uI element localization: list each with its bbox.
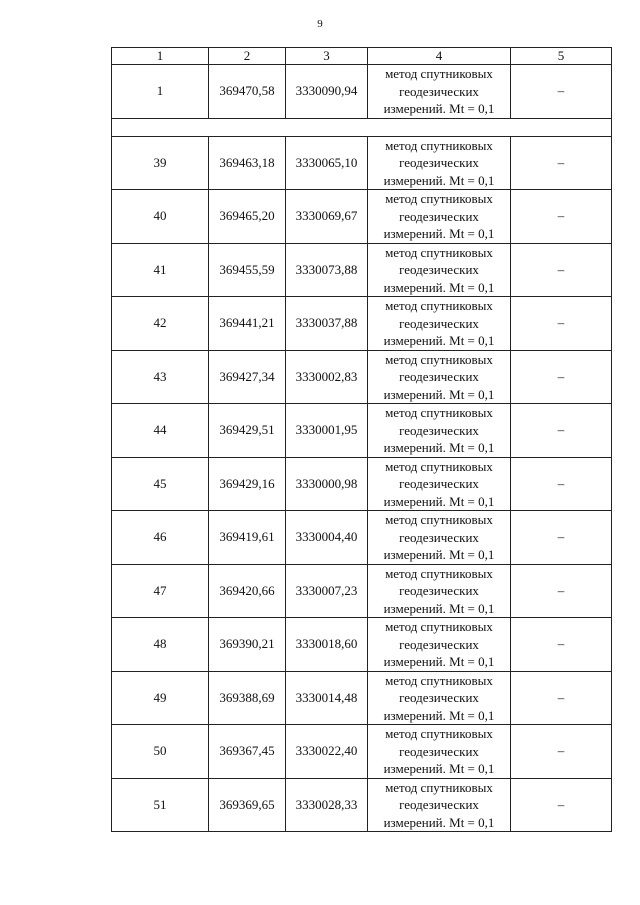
table-row <box>112 136 612 190</box>
table-row <box>112 725 612 779</box>
coord-y: 3330073,88 <box>286 243 368 297</box>
coord-y: 3330014,48 <box>286 671 368 725</box>
dash-cell: – <box>511 65 612 119</box>
method-line: метод спутниковых <box>385 298 493 313</box>
coord-x: 369369,65 <box>209 778 286 832</box>
coord-x: 369427,34 <box>209 350 286 404</box>
method-line: геодезических <box>399 743 479 759</box>
method-cell <box>368 564 511 618</box>
method-line: измерений. Mt = 0,1 <box>383 600 495 616</box>
coord-y: 3330028,33 <box>286 778 368 832</box>
page-number: 9 <box>317 18 323 30</box>
method-cell <box>368 511 511 565</box>
method-line: геодезических <box>399 315 479 331</box>
method-cell <box>368 65 511 119</box>
table-row <box>112 65 612 119</box>
method-line: геодезических <box>399 636 479 652</box>
coordinates-table <box>111 47 612 832</box>
method-line: измерений. Mt = 0,1 <box>383 440 495 455</box>
method-line: измерений. Mt = 0,1 <box>383 101 495 116</box>
method-cell <box>368 350 511 404</box>
method-line: геодезических <box>399 476 479 491</box>
coord-x: 369429,51 <box>209 404 286 458</box>
dash-cell: – <box>511 190 612 244</box>
method-line: метод спутниковых <box>385 405 493 420</box>
coord-y: 3330065,10 <box>286 136 368 190</box>
table-row <box>112 243 612 297</box>
method-cell <box>368 243 511 297</box>
header-col-5: 5 <box>511 48 612 65</box>
table-row <box>112 671 612 725</box>
method-cell <box>368 190 511 244</box>
method-line: метод спутниковых <box>385 779 493 795</box>
coord-x: 369388,69 <box>209 671 286 725</box>
header-col-2: 2 <box>209 48 286 65</box>
coord-x: 369465,20 <box>209 190 286 244</box>
method-line: геодезических <box>399 208 479 224</box>
method-line: геодезических <box>399 83 479 99</box>
method-line: измерений. Mt = 0,1 <box>383 279 495 295</box>
dash-cell: – <box>511 725 612 779</box>
coord-y: 3330000,98 <box>286 457 368 511</box>
coord-x: 369420,66 <box>209 564 286 618</box>
point-number: 48 <box>112 618 209 672</box>
method-line: геодезических <box>399 422 479 438</box>
coord-x: 369367,45 <box>209 725 286 779</box>
method-line: измерений. Mt = 0,1 <box>383 172 495 188</box>
coord-y: 3330001,95 <box>286 404 368 458</box>
coord-y: 3330022,40 <box>286 725 368 779</box>
method-line: метод спутниковых <box>385 191 493 206</box>
coord-x: 369390,21 <box>209 618 286 672</box>
dash-cell: – <box>511 404 612 458</box>
method-line: метод спутниковых <box>385 137 493 153</box>
coord-x: 369441,21 <box>209 297 286 351</box>
coord-x: 369429,16 <box>209 457 286 511</box>
method-line: измерений. Mt = 0,1 <box>383 814 495 830</box>
point-number: 45 <box>112 457 209 511</box>
gap-cell <box>112 118 612 136</box>
table-row <box>112 190 612 244</box>
table-row <box>112 404 612 458</box>
table-row <box>112 564 612 618</box>
dash-cell: – <box>511 297 612 351</box>
header-col-4: 4 <box>368 48 511 65</box>
coord-y: 3330069,67 <box>286 190 368 244</box>
dash-cell: – <box>511 243 612 297</box>
method-line: измерений. Mt = 0,1 <box>383 707 495 723</box>
method-line: геодезических <box>399 262 479 277</box>
dash-cell: – <box>511 511 612 565</box>
coord-x: 369419,61 <box>209 511 286 565</box>
dash-cell: – <box>511 136 612 190</box>
header-col-3: 3 <box>286 48 368 65</box>
coord-y: 3330090,94 <box>286 65 368 119</box>
method-line: измерений. Mt = 0,1 <box>383 333 495 348</box>
method-line: измерений. Mt = 0,1 <box>383 493 495 509</box>
method-line: метод спутниковых <box>385 565 493 581</box>
dash-cell: – <box>511 618 612 672</box>
dash-cell: – <box>511 778 612 832</box>
method-line: геодезических <box>399 690 479 705</box>
point-number: 39 <box>112 136 209 190</box>
point-number: 43 <box>112 350 209 404</box>
coord-y: 3330018,60 <box>286 618 368 672</box>
coord-y: 3330004,40 <box>286 511 368 565</box>
method-line: метод спутниковых <box>385 726 493 741</box>
coord-x: 369455,59 <box>209 243 286 297</box>
method-line: геодезических <box>399 155 479 170</box>
table-gap-row <box>112 118 612 136</box>
point-number: 1 <box>112 65 209 119</box>
point-number: 47 <box>112 564 209 618</box>
table-row <box>112 350 612 404</box>
method-cell <box>368 136 511 190</box>
coord-x: 369463,18 <box>209 136 286 190</box>
table-row <box>112 778 612 832</box>
point-number: 40 <box>112 190 209 244</box>
coord-y: 3330037,88 <box>286 297 368 351</box>
method-line: метод спутниковых <box>385 458 493 474</box>
table-row <box>112 511 612 565</box>
method-cell <box>368 457 511 511</box>
method-line: геодезических <box>399 369 479 384</box>
dash-cell: – <box>511 457 612 511</box>
point-number: 49 <box>112 671 209 725</box>
method-line: метод спутниковых <box>385 244 493 260</box>
method-line: измерений. Mt = 0,1 <box>383 386 495 402</box>
table-header-row <box>112 48 612 65</box>
coord-x: 369470,58 <box>209 65 286 119</box>
method-cell <box>368 618 511 672</box>
method-line: метод спутниковых <box>385 672 493 688</box>
method-line: метод спутниковых <box>385 619 493 634</box>
method-line: геодезических <box>399 529 479 545</box>
method-line: измерений. Mt = 0,1 <box>383 226 495 241</box>
method-line: метод спутниковых <box>385 512 493 527</box>
method-line: измерений. Mt = 0,1 <box>383 547 495 562</box>
method-line: метод спутниковых <box>385 351 493 367</box>
dash-cell: – <box>511 671 612 725</box>
method-cell <box>368 725 511 779</box>
coord-y: 3330007,23 <box>286 564 368 618</box>
method-cell <box>368 404 511 458</box>
table-row <box>112 457 612 511</box>
method-line: геодезических <box>399 583 479 598</box>
method-cell <box>368 297 511 351</box>
method-line: геодезических <box>399 797 479 812</box>
point-number: 50 <box>112 725 209 779</box>
table-row <box>112 297 612 351</box>
method-cell <box>368 671 511 725</box>
point-number: 42 <box>112 297 209 351</box>
table-row <box>112 618 612 672</box>
dash-cell: – <box>511 564 612 618</box>
point-number: 44 <box>112 404 209 458</box>
header-col-1: 1 <box>112 48 209 65</box>
coord-y: 3330002,83 <box>286 350 368 404</box>
method-cell <box>368 778 511 832</box>
point-number: 41 <box>112 243 209 297</box>
method-line: метод спутниковых <box>385 66 493 81</box>
method-line: измерений. Mt = 0,1 <box>383 654 495 669</box>
point-number: 46 <box>112 511 209 565</box>
method-line: измерений. Mt = 0,1 <box>383 761 495 776</box>
point-number: 51 <box>112 778 209 832</box>
dash-cell: – <box>511 350 612 404</box>
